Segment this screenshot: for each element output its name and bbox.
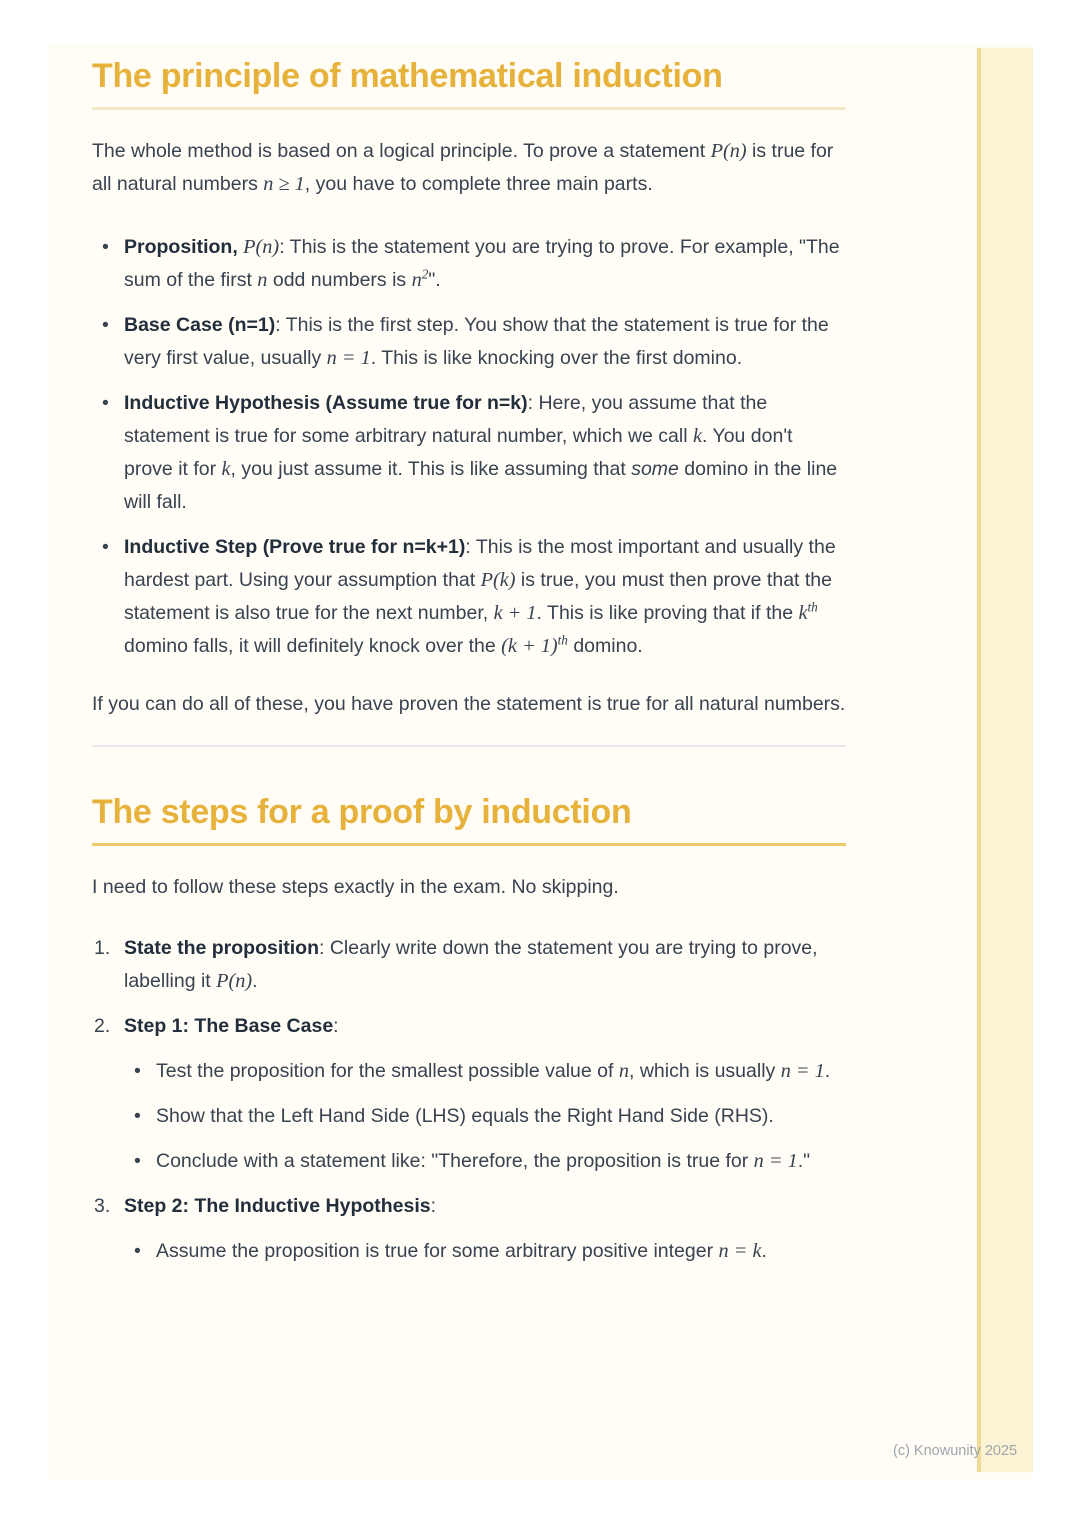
nested-bullet-list bbox=[124, 1235, 846, 1268]
right-accent-bar bbox=[977, 48, 1033, 1472]
list-item bbox=[124, 1235, 846, 1268]
number-marker: 2. bbox=[94, 1015, 111, 1037]
section2-title: The steps for a proof by induction bbox=[92, 791, 846, 846]
copyright-watermark: (c) Knowunity 2025 bbox=[893, 1443, 1018, 1459]
section2-intro: I need to follow these steps exactly in the exam. No skipping. bbox=[92, 876, 619, 898]
list-item-text: Conclude with a statement like: "Therefore, the proposition is true for n = 1." bbox=[156, 1150, 811, 1172]
list-item bbox=[124, 1055, 846, 1088]
nested-bullet-list bbox=[124, 1055, 846, 1178]
list-item-text: Assume the proposition is true for some arbitrary positive integer n = k. bbox=[156, 1240, 767, 1262]
list-item bbox=[124, 1145, 846, 1178]
bullet-marker: • bbox=[102, 236, 109, 258]
document-content bbox=[92, 45, 846, 1268]
section-divider bbox=[92, 745, 846, 747]
bullet-marker: • bbox=[134, 1060, 141, 1082]
bullet-marker: • bbox=[102, 392, 109, 414]
list-item-text: Step 1: The Base Case: bbox=[124, 1015, 339, 1037]
number-marker: 1. bbox=[94, 937, 111, 959]
bullet-marker: • bbox=[134, 1105, 141, 1127]
section1-bullet-list bbox=[92, 231, 846, 663]
section1-title: The principle of mathematical induction bbox=[92, 55, 846, 110]
list-item-text: State the proposition: Clearly write down the statement you are trying to prove, labelling it P(n). bbox=[124, 937, 818, 992]
bullet-marker: • bbox=[134, 1240, 141, 1262]
list-item bbox=[124, 1100, 846, 1133]
section1-intro: The whole method is based on a logical principle. To prove a statement P(n) is true for all natural numbers n ≥ 1, you have to complete three main parts. bbox=[92, 140, 834, 195]
list-item-text: Step 2: The Inductive Hypothesis: bbox=[124, 1195, 437, 1217]
list-item bbox=[92, 231, 846, 297]
list-item bbox=[92, 531, 846, 663]
list-item-text: Inductive Hypothesis (Assume true for n=k): Here, you assume that the statement is true for some arbitrary natural number, which we call k. You don't prove it for k, you just assume it. This is like assuming that some domino in the line will fall. bbox=[124, 392, 838, 513]
list-item-text: Show that the Left Hand Side (LHS) equals the Right Hand Side (RHS). bbox=[156, 1105, 774, 1127]
list-item bbox=[92, 387, 846, 519]
list-item-text: Base Case (n=1): This is the first step. You show that the statement is true for the very first value, usually n = 1. This is like knocking over the first domino. bbox=[124, 314, 829, 369]
list-item-text: Proposition, P(n): This is the statement you are trying to prove. For example, "The sum of the first n odd numbers is $n^2$". bbox=[124, 236, 840, 291]
bullet-marker: • bbox=[134, 1150, 141, 1172]
list-item bbox=[92, 309, 846, 375]
list-item bbox=[92, 1190, 846, 1268]
number-marker: 3. bbox=[94, 1195, 111, 1217]
bullet-marker: • bbox=[102, 536, 109, 558]
section1-outro: If you can do all of these, you have proven the statement is true for all natural numbers. bbox=[92, 693, 846, 715]
list-item bbox=[92, 932, 846, 998]
list-item bbox=[92, 1010, 846, 1178]
section2-steps-list bbox=[92, 932, 846, 1268]
list-item-text: Inductive Step (Prove true for n=k+1): This is the most important and usually the hardest part. Using your assumption that P(k) is true, you must then prove that the statement is also true for the next number, k + 1. This is like proving that if the $k^{th}$ domino falls, it will definitely knock over the $(k + 1)^{th}$ domino. bbox=[124, 536, 836, 657]
list-item-text: Test the proposition for the smallest possible value of n, which is usually n = 1. bbox=[156, 1060, 831, 1082]
bullet-marker: • bbox=[102, 314, 109, 336]
